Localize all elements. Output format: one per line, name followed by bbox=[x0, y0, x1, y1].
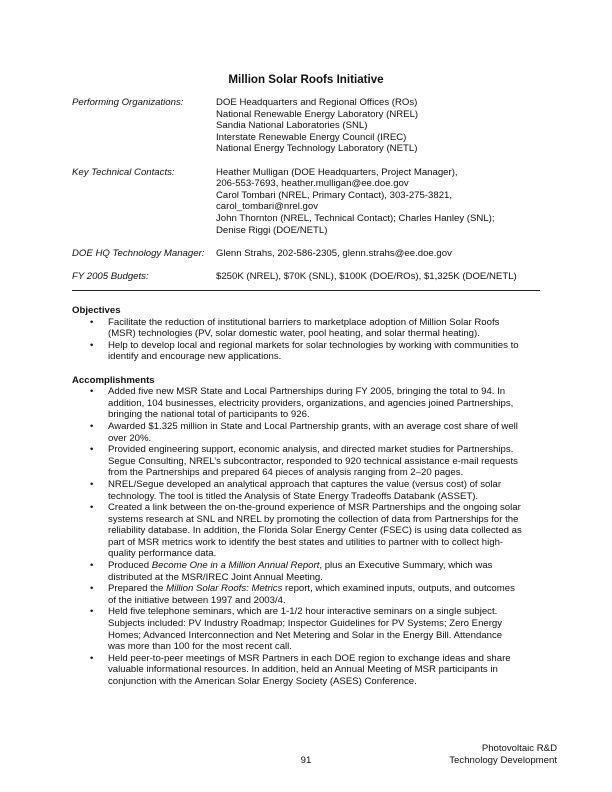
document-body bbox=[72, 305, 552, 688]
footer-section-title bbox=[449, 743, 557, 766]
info-line: Denise Riggi (DOE/NETL) bbox=[216, 224, 328, 236]
bullet-line bbox=[108, 351, 552, 363]
bullet-line bbox=[108, 398, 552, 410]
info-line: Interstate Renewable Energy Council (IREC) bbox=[216, 131, 407, 143]
bullet-line bbox=[108, 583, 552, 595]
bullet-item bbox=[72, 317, 552, 340]
text-segment: report, which examined inputs, outputs, and outcomes bbox=[282, 583, 515, 595]
text-segment: Facilitate the reduction of institutional barriers to marketplace adoption of Million Solar Roofs bbox=[108, 316, 500, 328]
bullet-line bbox=[108, 444, 552, 456]
footer-line-2: Technology Development bbox=[449, 754, 557, 766]
bullet-item bbox=[72, 479, 552, 502]
info-line: carol_tombari@nrel.gov bbox=[216, 201, 318, 213]
text-segment: from the Partnerships and prepared 64 pieces of analysis ranging from 2–20 pages. bbox=[108, 467, 464, 479]
bullet-line bbox=[108, 618, 552, 630]
bullet-icon: • bbox=[90, 420, 94, 432]
bullet-line bbox=[108, 328, 552, 340]
info-line: DOE Headquarters and Regional Offices (ROs) bbox=[216, 97, 418, 108]
info-line: Glenn Strahs, 202-586-2305, glenn.strahs@ee.doe.gov bbox=[216, 247, 452, 259]
bullet-line bbox=[108, 525, 552, 537]
info-value bbox=[216, 248, 452, 260]
text-segment: Produced bbox=[108, 560, 152, 572]
bullet-icon: • bbox=[90, 652, 94, 664]
text-segment: Homes; Advanced Interconnection and Net Metering and Solar in the Energy Bill. Attendance bbox=[108, 629, 503, 641]
bullet-line bbox=[108, 386, 552, 398]
info-label: FY 2005 Budgets: bbox=[72, 270, 149, 282]
text-segment: Subjects included: PV Industry Roadmap; Inspector Guidelines for PV Systems; Zero Energy bbox=[108, 618, 503, 630]
bullet-item bbox=[72, 560, 552, 583]
report-title: Million Solar Roofs: Metrics bbox=[166, 583, 283, 595]
info-label: DOE HQ Technology Manager: bbox=[72, 247, 205, 259]
bullet-icon: • bbox=[90, 444, 94, 456]
page-title: Million Solar Roofs Initiative bbox=[228, 73, 384, 86]
bullet-item bbox=[72, 502, 552, 560]
page-number: 91 bbox=[300, 755, 312, 766]
bullet-item bbox=[72, 386, 552, 421]
bullet-icon: • bbox=[90, 316, 94, 328]
text-segment: Segue Consulting, NREL’s subcontractor, responded to 920 technical assistance e-mail requests bbox=[108, 455, 518, 467]
info-line: $250K (NREL), $70K (SNL), $100K (DOE/ROs), $1,325K (DOE/NETL) bbox=[216, 270, 517, 282]
bullet-icon: • bbox=[90, 386, 94, 398]
text-segment: part of MSR metrics work to identify the best states and utilities to partner with to collect high- bbox=[108, 536, 504, 548]
info-line: National Renewable Energy Laboratory (NREL) bbox=[216, 108, 419, 120]
text-segment: Created a link between the on-the-ground experience of MSR Partnerships and the ongoing solar bbox=[108, 502, 521, 514]
text-segment: Added five new MSR State and Local Partnerships during FY 2005, bringing the total to 94. In bbox=[108, 386, 506, 398]
section-accomplishments bbox=[72, 375, 552, 688]
bullet-line bbox=[108, 560, 552, 572]
text-segment: Prepared the bbox=[108, 583, 167, 595]
bullet-icon: • bbox=[90, 478, 94, 490]
info-line: Sandia National Laboratories (SNL) bbox=[216, 120, 368, 132]
bullet-line bbox=[108, 514, 552, 526]
bullet-line bbox=[108, 433, 552, 445]
project-info-table bbox=[72, 97, 552, 283]
info-line: 206-553-7693, heather.mulligan@ee.doe.gov bbox=[216, 178, 409, 190]
text-segment: quality performance data. bbox=[108, 548, 217, 560]
info-label: Key Technical Contacts: bbox=[72, 166, 175, 178]
info-line: Heather Mulligan (DOE Headquarters, Project Manager), bbox=[216, 166, 458, 178]
section-heading: Accomplishments bbox=[72, 374, 155, 386]
info-line: Carol Tombari (NREL, Primary Contact), 303-275-3821, bbox=[216, 189, 453, 201]
bullet-line bbox=[108, 467, 552, 479]
text-segment: Help to develop local and regional markets for solar technologies by working with communities to bbox=[108, 339, 519, 351]
text-segment: bringing the national total of participants to 926. bbox=[108, 409, 310, 421]
bullet-line bbox=[108, 479, 552, 491]
bullet-item bbox=[72, 606, 552, 652]
report-title: Become One in a Million Annual Report bbox=[151, 560, 320, 572]
bullet-line bbox=[108, 456, 552, 468]
bullet-line bbox=[108, 502, 552, 514]
divider bbox=[72, 290, 540, 291]
bullet-line bbox=[108, 548, 552, 560]
info-row bbox=[72, 271, 552, 283]
bullet-line bbox=[108, 653, 552, 665]
text-segment: (MSR) technologies (PV, solar domestic water, pool heating, and solar thermal heating). bbox=[108, 328, 480, 340]
text-segment: over 20%. bbox=[108, 432, 152, 444]
footer-line-1: Photovoltaic R&D bbox=[481, 743, 557, 754]
text-segment: technology. The tool is titled the Analysis of State Energy Tradeoffs Databank (ASSET). bbox=[108, 490, 479, 502]
text-segment: reliability database. In addition, the Florida Solar Energy Center (FSEC) is using data collected as bbox=[108, 525, 522, 537]
bullet-item bbox=[72, 583, 552, 606]
section-heading: Objectives bbox=[72, 305, 121, 316]
bullet-line bbox=[108, 572, 552, 584]
bullet-item bbox=[72, 444, 552, 479]
bullet-line bbox=[108, 664, 552, 676]
bullet-icon: • bbox=[90, 560, 94, 572]
bullet-line bbox=[108, 409, 552, 421]
bullet-item bbox=[72, 340, 552, 363]
info-line: National Energy Technology Laboratory (NETL) bbox=[216, 143, 418, 155]
bullet-line bbox=[108, 340, 552, 352]
bullet-line bbox=[108, 606, 552, 618]
bullet-line bbox=[108, 421, 552, 433]
text-segment: Awarded $1.325 million in State and Local Partnership grants, with an average cost share of well bbox=[108, 420, 518, 432]
bullet-item bbox=[72, 421, 552, 444]
text-segment: , plus an Executive Summary, which was bbox=[319, 560, 493, 572]
text-segment: NREL/Segue developed an analytical approach that captures the value (versus cost) of solar bbox=[108, 478, 502, 490]
info-value bbox=[216, 271, 517, 283]
text-segment: Provided engineering support, economic analysis, and directed market studies for Partnerships. bbox=[108, 444, 514, 456]
bullet-line bbox=[108, 317, 552, 329]
bullet-line bbox=[108, 641, 552, 653]
info-value bbox=[216, 167, 495, 237]
info-label: Performing Organizations: bbox=[72, 97, 184, 108]
bullet-line bbox=[108, 491, 552, 503]
text-segment: distributed at the MSR/IREC Joint Annual Meeting. bbox=[108, 571, 323, 583]
text-segment: systems research at SNL and NREL by promoting the collection of data from Partnerships for the bbox=[108, 513, 519, 525]
info-value bbox=[216, 97, 418, 155]
text-segment: valuable informational resources. In addition, held an Annual Meeting of MSR participants in bbox=[108, 664, 498, 676]
text-segment: was more than 100 for the most recent call. bbox=[108, 641, 292, 653]
bullet-line bbox=[108, 595, 552, 607]
info-row bbox=[72, 97, 552, 155]
info-row bbox=[72, 167, 552, 237]
bullet-icon: • bbox=[90, 502, 94, 514]
bullet-icon: • bbox=[90, 583, 94, 595]
text-segment: Held peer-to-peer meetings of MSR Partners in each DOE region to exchange ideas and share bbox=[108, 652, 511, 664]
bullet-line bbox=[108, 630, 552, 642]
info-row bbox=[72, 248, 552, 260]
text-segment: conjunction with the American Solar Energy Society (ASES) Conference. bbox=[108, 676, 417, 687]
section-objectives bbox=[72, 305, 552, 363]
bullet-line bbox=[108, 676, 552, 688]
text-segment: of the initiative between 1997 and 2003/4. bbox=[108, 594, 286, 606]
bullet-icon: • bbox=[90, 606, 94, 618]
bullet-line bbox=[108, 537, 552, 549]
text-segment: Held five telephone seminars, which are 1-1/2 hour interactive seminars on a single subject. bbox=[108, 606, 498, 618]
text-segment: addition, 104 businesses, electricity providers, organizations, and agencies joined Partnerships, bbox=[108, 397, 514, 409]
bullet-icon: • bbox=[90, 339, 94, 351]
info-line: John Thornton (NREL, Technical Contact); Charles Hanley (SNL); bbox=[216, 212, 495, 224]
text-segment: identify and encourage new applications. bbox=[108, 351, 282, 363]
bullet-item bbox=[72, 653, 552, 688]
